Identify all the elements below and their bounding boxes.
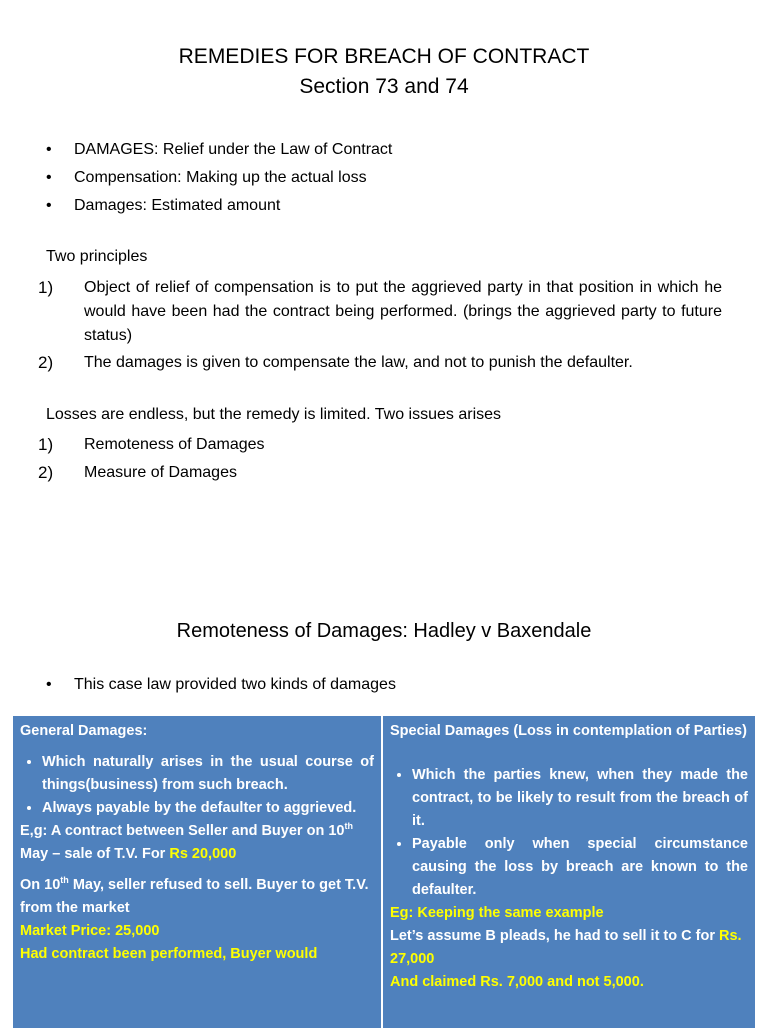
losses-heading: Losses are endless, but the remedy is limited. Two issues arises (46, 406, 502, 423)
assume-text: Let’s assume B pleads, he had to sell it to C for Rs. 27,000 (390, 928, 742, 967)
bullet-text: Compensation: Making up the actual loss (74, 169, 367, 186)
highlighted-amount: Rs 20,000 (169, 846, 237, 862)
example-text: E,g: A contract between Seller and Buyer on 10th May – sale of T.V. For Rs 20,000 (20, 821, 353, 862)
item-text: Object of relief of compensation is to put the aggrieved party in that position in which he would have been had the contract being performed. (brings the aggrieved party to future status) (84, 279, 722, 344)
list-item: • Which the parties knew, when they made the contract, to be likely to result from the breach of it. (412, 764, 748, 833)
definition-bullets (46, 137, 736, 221)
item-number: 2) (38, 463, 54, 482)
bullet-text: Damages: Estimated amount (74, 197, 281, 214)
issues-list (38, 433, 722, 485)
principles-heading: Two principles (46, 248, 148, 265)
bullet-item (46, 137, 736, 165)
item-number: 2) (38, 353, 54, 372)
list-item: • Which naturally arises in the usual course of things(business) from such breach. (42, 751, 374, 797)
bullet-item (46, 676, 396, 694)
performance-text: Had contract been performed, Buyer would (20, 946, 318, 962)
list-item: • Always payable by the defaulter to aggrieved. (42, 797, 374, 820)
bullet-text: This case law provided two kinds of damages (74, 676, 396, 693)
claimed-text: And claimed Rs. 7,000 and not 5,000. (390, 974, 644, 990)
bullet-item (46, 193, 736, 221)
bullet-dot-icon: • (46, 676, 52, 693)
special-damages-cell (383, 716, 755, 1028)
bullet-dot-icon: • (46, 169, 52, 186)
item-text: Measure of Damages (84, 464, 237, 481)
list-item: • Payable only when special circumstance causing the loss by breach are known to the defaulter. (412, 833, 748, 902)
special-damages-list (390, 764, 748, 902)
market-price: Market Price: 25,000 (20, 923, 160, 939)
title-line-2: Section 73 and 74 (299, 75, 469, 98)
title-line-1: REMEDIES FOR BREACH OF CONTRACT (178, 45, 590, 68)
item-number: 1) (38, 278, 54, 297)
bullet-item (46, 165, 736, 193)
example-heading: Eg: Keeping the same example (390, 905, 604, 921)
numbered-item (38, 276, 722, 348)
numbered-item (38, 351, 722, 375)
item-text: Remoteness of Damages (84, 436, 265, 453)
refusal-text: On 10th May, seller refused to sell. Buyer to get T.V. from the market (20, 875, 369, 916)
bullet-dot-icon: • (46, 141, 52, 158)
highlighted-amount: Rs. 27,000 (390, 928, 742, 967)
document-title (0, 42, 768, 102)
cell-heading: Special Damages (Loss in contemplation of Parties) (390, 723, 747, 739)
damages-table (13, 716, 755, 1028)
numbered-item (38, 461, 722, 485)
bullet-text: DAMAGES: Relief under the Law of Contract (74, 141, 393, 158)
general-damages-cell (13, 716, 383, 1028)
principles-list (38, 276, 722, 375)
cell-heading: General Damages: (20, 723, 148, 739)
section-title: Remoteness of Damages: Hadley v Baxendale (176, 620, 592, 642)
item-text: The damages is given to compensate the law, and not to punish the defaulter. (84, 354, 633, 371)
bullet-dot-icon: • (46, 197, 52, 214)
item-number: 1) (38, 435, 54, 454)
general-damages-list (20, 751, 374, 820)
numbered-item (38, 433, 722, 457)
